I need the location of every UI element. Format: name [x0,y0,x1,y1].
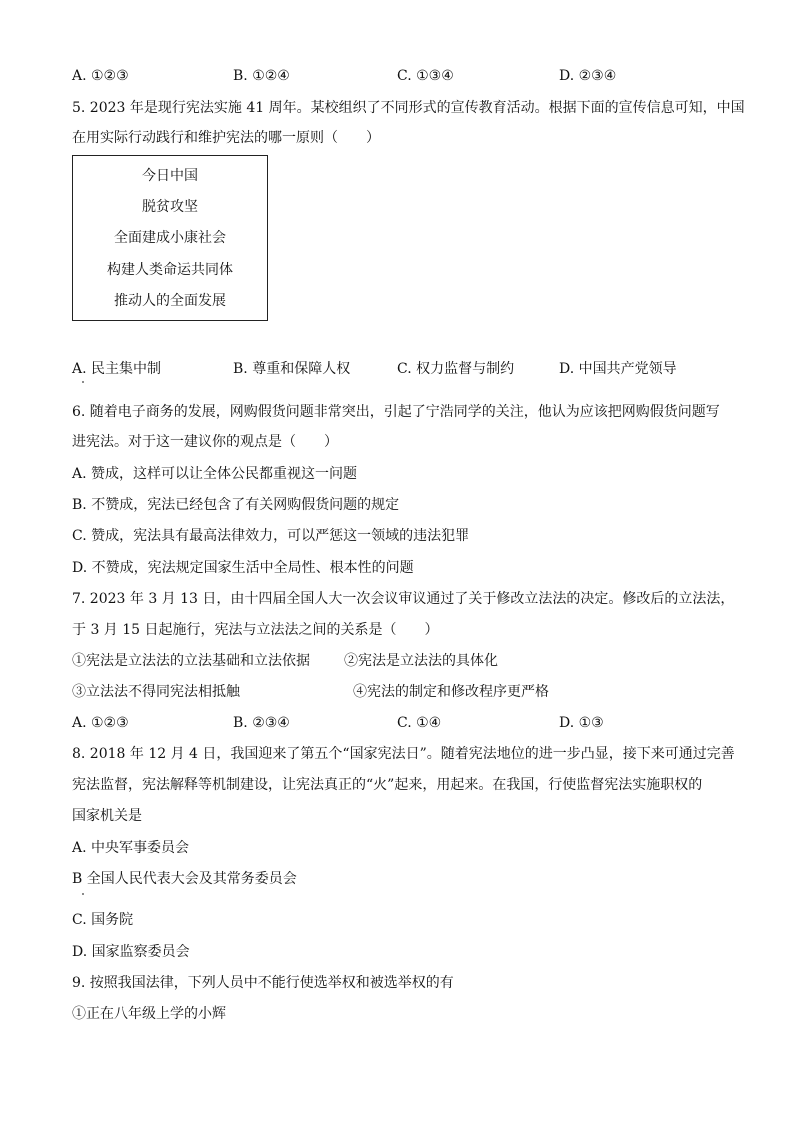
q5-info-box [72,155,268,321]
q5-box-item: 构建人类命运共同体 [107,262,233,278]
q5-box-item: 全面建成小康社会 [114,230,226,246]
q5-stem-line1: 5. 2023 年是现行宪法实施 41 周年。某校组织了不同形式的宣传教育活动。根据下面的宣传信息可知，中国 [72,100,745,116]
stray-mark [82,381,84,383]
q6-option-d[interactable]: D. 不赞成，宪法规定国家生活中全局性、根本性的问题 [72,560,414,576]
stray-mark [82,893,84,895]
q5-box-item: 推动人的全面发展 [114,293,226,309]
q7-option-c[interactable]: C. ①④ [397,715,442,731]
q4-option-b[interactable]: B. ①②④ [233,68,290,84]
q8-stem-line1: 8. 2018 年 12 月 4 日，我国迎来了第五个“国家宪法日”。随着宪法地位的进一步凸显，接下来可通过完善 [72,746,735,762]
q4-options [72,66,732,86]
q4-option-a[interactable]: A. ①②③ [72,68,129,84]
q8-option-c[interactable]: C. 国务院 [72,912,134,928]
q7-option-d[interactable]: D. ①③ [559,715,604,731]
q8-stem-line2: 宪法监督，宪法解释等机制建设，让宪法真正的“火”起来，用起来。在我国，行使监督宪法实施职权的 [72,777,703,793]
q4-option-c[interactable]: C. ①③④ [397,68,454,84]
q8-option-b[interactable]: B 全国人民代表大会及其常务委员会 [72,871,297,887]
q7-statement-3: ③立法法不得同宪法相抵触 [72,684,240,700]
q7-statement-4: ④宪法的制定和修改程序更严格 [353,684,549,700]
q5-option-c[interactable]: C. 权力监督与制约 [397,361,515,377]
q7-statements-row1 [72,651,732,671]
q6-option-b[interactable]: B. 不赞成，宪法已经包含了有关网购假货问题的规定 [72,497,400,513]
q6-stem-line1: 6. 随着电子商务的发展，网购假货问题非常突出，引起了宁浩同学的关注，他认为应该把网购假货问题写 [72,404,720,420]
q6-stem-line2: 进宪法。对于这一建议你的观点是（ ） [72,434,338,450]
q9-statement-1: ①正在八年级上学的小辉 [72,1006,226,1022]
q8-stem-line3: 国家机关是 [72,808,142,824]
q5-options [72,359,732,379]
q8-option-a[interactable]: A. 中央军事委员会 [72,840,190,856]
q7-option-a[interactable]: A. ①②③ [72,715,129,731]
q5-option-b[interactable]: B. 尊重和保障人权 [233,361,351,377]
q7-options [72,713,732,733]
q5-stem-line2: 在用实际行动践行和维护宪法的哪一原则（ ） [72,130,380,146]
q7-statements-row2 [72,682,732,702]
q6-option-a[interactable]: A. 赞成，这样可以让全体公民都重视这一问题 [72,466,358,482]
q7-stem-line1: 7. 2023 年 3 月 13 日，由十四届全国人大一次会议审议通过了关于修改立法法的决定。修改后的立法法， [72,591,735,607]
q7-statement-1: ①宪法是立法法的立法基础和立法依据 [72,653,310,669]
q5-option-d[interactable]: D. 中国共产党领导 [559,361,677,377]
q5-box-item: 今日中国 [142,168,198,184]
q9-stem-line1: 9. 按照我国法律，下列人员中不能行使选举权和被选举权的有 [72,975,454,991]
q7-statement-2: ②宪法是立法法的具体化 [344,653,498,669]
q7-option-b[interactable]: B. ②③④ [233,715,290,731]
q6-option-c[interactable]: C. 赞成，宪法具有最高法律效力，可以严惩这一领域的违法犯罪 [72,528,470,544]
q7-stem-line2: 于 3 月 15 日起施行，宪法与立法法之间的关系是（ ） [72,622,439,638]
q8-option-d[interactable]: D. 国家监察委员会 [72,944,190,960]
q5-option-a[interactable]: A. 民主集中制 [72,361,162,377]
q5-box-item: 脱贫攻坚 [142,199,198,215]
q4-option-d[interactable]: D. ②③④ [559,68,617,84]
